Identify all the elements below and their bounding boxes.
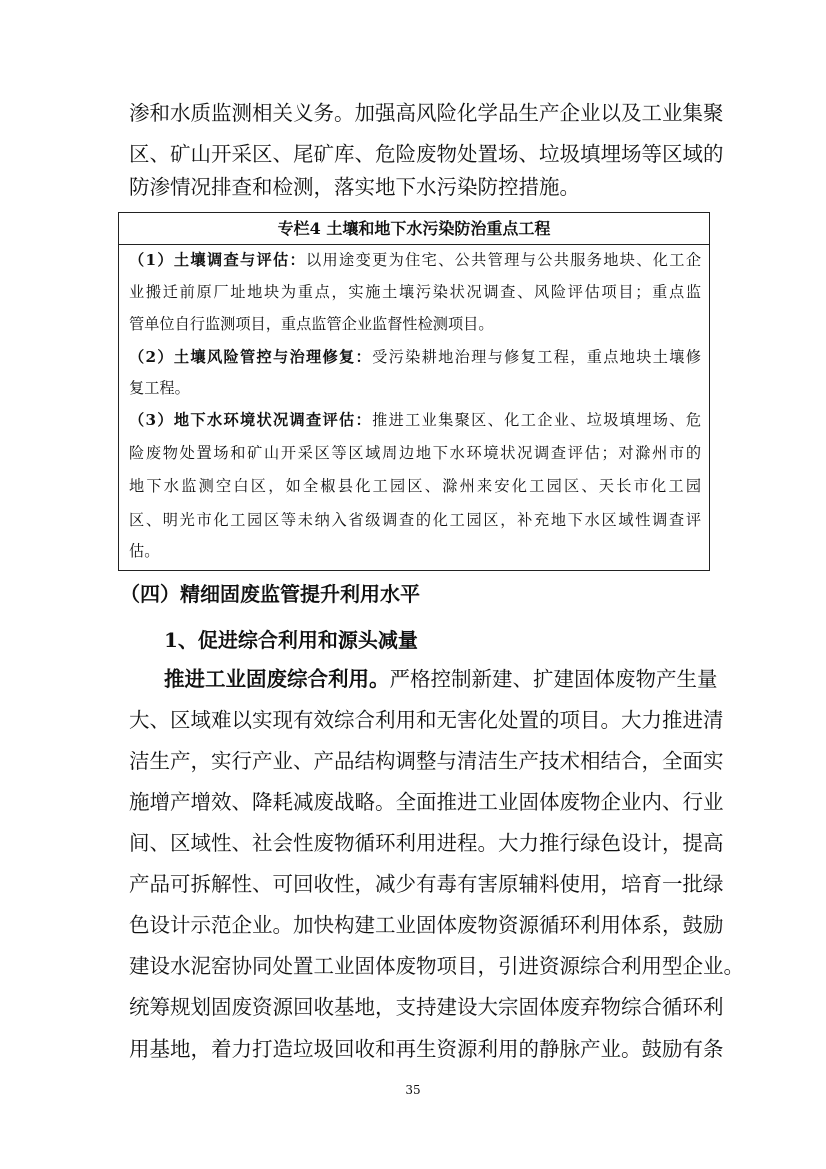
para-line-2: 大、区域难以实现有效综合利用和无害化处置的项目。大力推进清 [129, 708, 724, 732]
section-heading: （四）精细固废监管提升利用水平 [120, 582, 420, 606]
para-line-8: 建设水泥窑协同处置工业固体废物项目，引进资源综合利用型企业。 [129, 954, 744, 978]
page-number: 35 [405, 1083, 421, 1097]
para-line-7: 色设计示范企业。加快构建工业固体废物资源循环利用体系，鼓励 [129, 913, 724, 937]
box-item3-label: （3）地下水环境状况调查评估： [129, 411, 373, 429]
para-line-1 [164, 664, 718, 694]
para-line-5: 间、区域性、社会性废物循环利用进程。大力推行绿色设计，提高 [129, 831, 724, 855]
box-item3-line3: 地下水监测空白区，如全椒县化工园区、滁州来安化工园区、天长市化工园 [129, 477, 701, 495]
para-line-9: 统筹规划固废资源回收基地，支持建设大宗固体废弃物综合循环利 [129, 995, 724, 1019]
box-item3-line4: 区、明光市化工园区等未纳入省级调查的化工园区，补充地下水区域性调查评 [129, 511, 701, 529]
box-item2-line1 [129, 344, 701, 370]
box-item2-line2: 复工程。 [129, 379, 190, 397]
subsection-heading: 1、促进综合利用和源头减量 [164, 628, 418, 652]
para-line-10: 用基地，着力打造垃圾回收和再生资源利用的静脉产业。鼓励有条 [129, 1037, 724, 1061]
intro-line-2: 区、矿山开采区、尾矿库、危险废物处置场、垃圾填埋场等区域的 [129, 142, 724, 166]
box-item3-line1 [129, 407, 701, 433]
box-title: 专栏4 土壤和地下水污染防治重点工程 [119, 213, 709, 245]
box-item2-label: （2）土壤风险管控与治理修复： [129, 348, 373, 366]
feature-box [118, 212, 710, 571]
intro-line-1: 渗和水质监测相关义务。加强高风险化学品生产企业以及工业集聚 [129, 101, 724, 125]
box-item1-label: （1）土壤调查与评估： [129, 251, 307, 269]
para-lead: 推进工业固废综合利用。 [164, 667, 390, 691]
para-line-3: 洁生产，实行产业、产品结构调整与清洁生产技术相结合，全面实 [129, 749, 724, 773]
para-line-4: 施增产增效、降耗减废战略。全面推进工业固体废物企业内、行业 [129, 790, 724, 814]
intro-line-3: 防渗情况排查和检测，落实地下水污染防控措施。 [129, 175, 580, 199]
para-line-6: 产品可拆解性、可回收性，减少有毒有害原辅料使用，培育一批绿 [129, 872, 724, 896]
box-item3-line5: 估。 [129, 542, 160, 560]
box-item1-line3: 管单位自行监测项目，重点监管企业监督性检测项目。 [129, 315, 494, 333]
box-item2-text1: 受污染耕地治理与修复工程，重点地块土壤修 [372, 348, 702, 366]
box-item3-line2: 险废物处置场和矿山开采区等区域周边地下水环境状况调查评估；对滁州市的 [129, 444, 701, 462]
box-item3-text1: 推进工业集聚区、化工企业、垃圾填埋场、危 [372, 411, 702, 429]
box-item1-text1: 以用途变更为住宅、公共管理与公共服务地块、化工企 [306, 251, 702, 269]
box-item1-line2: 业搬迁前原厂址地块为重点，实施土壤污染状况调查、风险评估项目；重点监 [129, 283, 701, 301]
box-item1-line1 [129, 247, 701, 273]
para-line-1-text: 严格控制新建、扩建固体废物产生量 [389, 667, 718, 691]
